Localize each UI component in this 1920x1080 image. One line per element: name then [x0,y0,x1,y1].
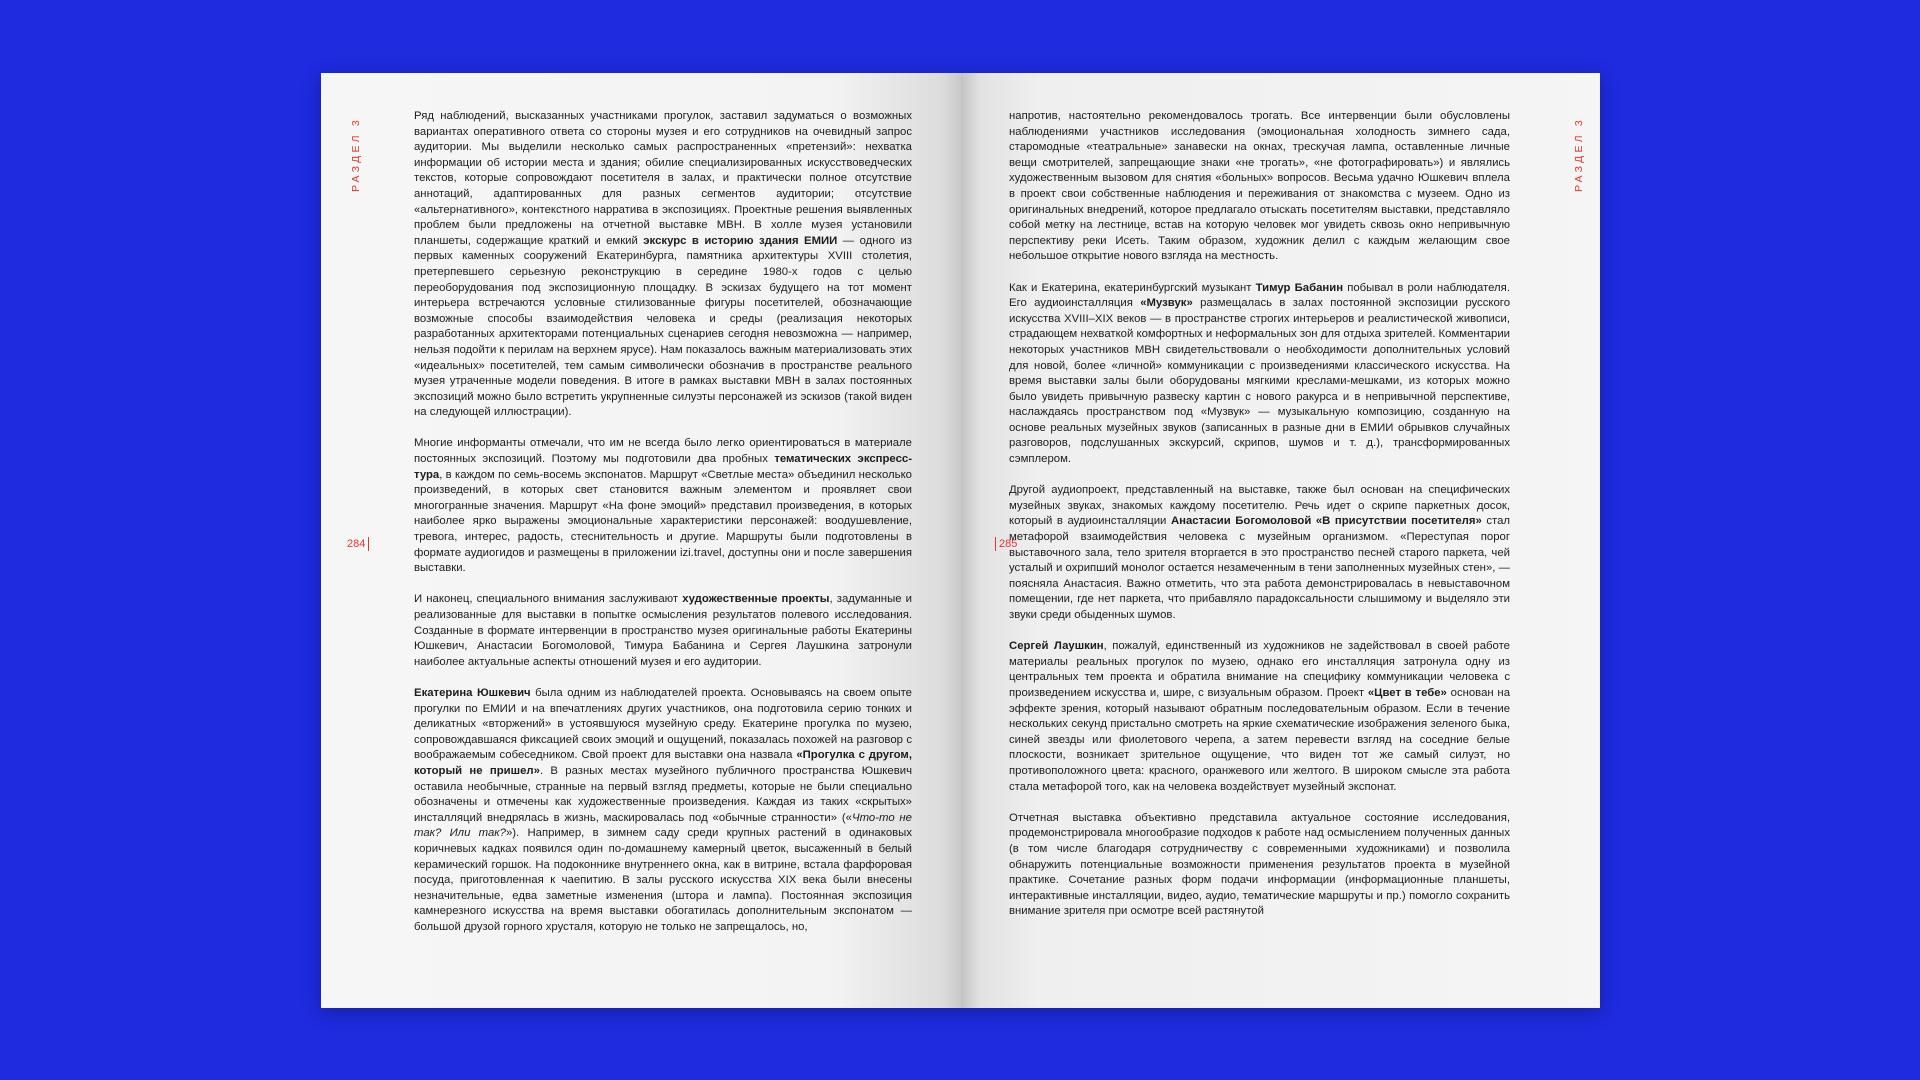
section-label: РАЗДЕЛ 3 [1573,117,1585,192]
body-text [1009,109,1510,935]
paragraph: Ряд наблюдений, высказанных участниками прогулок, заставил задуматься о возможных вариантах оперативного ответа со стороны музея и его сотрудников на очевидный запрос аудитории. Мы выделили несколько самых распространенных «претензий»: нехватка информации об истории места и здания; обилие специализированных искусствоведческих текстов, которые сопровождают посетителя в залах, и практически полное отсутствие аннотаций, адаптированных для разных сегментов аудитории; отсутствие «альтернативного», контекстного нарратива в экспозициях. Проектные решения выявленных проблем были предложены на отчетной выставке МВН. В холле музея установили планшеты, содержащие краткий и емкий экскурс в историю здания ЕМИИ — одного из первых каменных сооружений Екатеринбурга, памятника архитектуры XVIII столетия, претерпевшего серьезную реконструкцию в середине 1980-х годов с целью переоборудования под экспозиционную площадку. В эскизах будущего на тот момент интерьера встречаются условные стилизованные фигуры посетителей, обозначающие возможные способы взаимодействия человека и среды (реализация некоторых разработанных архитекторами потенциальных сценариев сегодня невозможна — например, нельзя подойти к перилам на верхнем ярусе). Нам показалось важным материализовать этих «идеальных» посетителей, тем самым символически обозначив в пространстве реального музея утраченные модели поведения. В итоге в рамках выставки МВН в залах постоянных экспозиций можно было встретить укрупненные силуэты персонажей из эскизов (такой виден на следующей иллюстрации). [414,110,912,419]
right-page [961,73,1600,1008]
paragraph: Отчетная выставка объективно представила актуальное состояние исследования, продемонстрировала многообразие подходов к работе над осмыслением полученных данных (в том числе благодаря сотрудничеству с современными художниками) и позволила обнаружить потенциальные возможности применения результатов проекта в музейной практике. Сочетание разных форм подачи информации (информационные планшеты, интерактивные инсталляции, видео, аудио, тематические маршруты и пр.) помогло сохранить внимание зрителя при осмотре всей растянутой [1009,811,1510,918]
paragraph: Другой аудиопроект, представленный на выставке, также был основан на специфических музейных звуках, знакомых каждому посетителю. Речь идет о скрипе паркетных досок, который в аудиоинсталляции Анастасии Богомоловой «В присутствии посетителя» стал метафорой взаимодействия человека с музейным организмом. «Переступая порог выставочного зала, тело зрителя вторгается в это пространство песней старого паркета, чей усталый и охрипший монолог остается незамеченным в тени заполненных музейных стен», — поясняла Анастасия. Важно отметить, что эта работа демонстрировалась в невыставочном помещении, где нет паркета, что прибавляло парадоксальности слышимому и выделяло эти звуки среди обыденных шумов. [1009,484,1510,621]
paragraph: Как и Екатерина, екатеринбургский музыкант Тимур Бабанин побывал в роли наблюдателя. Его аудиоинсталляция «Музвук» размещалась в залах постоянной экспозиции русского искусства XVIII–XIX веков — в пространстве строгих интерьеров и реалистической живописи, страдающем нехваткой комфортных и неформальных зон для отдыха зрителей. Комментарии некоторых участников МВН свидетельствовали о необходимости дополнительных условий для новой, более «личной» коммуникации с произведениями классического искусства. На время выставки залы были оборудованы мягкими креслами-мешками, из которых можно было увидеть привычную развеску картин с нового ракурса и в непривычной перспективе, наслаждаясь пространством под «Музвук» — музыкальную композицию, созданную на основе реальных музейных звуков (записанных в разные дни в ЕМИИ обрывков случайных разговоров, подслушанных экскурсий, скрипов, шумов и т. д.), трансформированных сэмплером. [1009,281,1510,466]
paragraph: Сергей Лаушкин, пожалуй, единственный из художников не задействовал в своей работе материалы реальных прогулок по музею, однако его инсталляция затронула одну из центральных тем проекта и обратила внимание на специфику коммуникации человека с произведением искусства и, шире, с визуальным образом. Проект «Цвет в тебе» основан на эффекте зрения, который называют обратным последовательным образом. Если в течение нескольких секунд пристально смотреть на яркие схематические изображения зеленого быка, синей звезды или фиолетового черепа, а затем перевести взгляд на соседние белые плоскости, возникает зрительное ощущение, что виден тот же самый силуэт, но противоположного цвета: красного, оранжевого или желтого. В широком смысле эта работа стала метафорой того, как на человека воздействует музейный экспонат. [1009,640,1511,793]
book-spread [321,73,1600,1008]
page-number: 285 [995,537,1017,551]
left-page [321,73,961,1008]
body-text [414,109,912,951]
paragraph: И наконец, специального внимания заслуживают художественные проекты, задуманные и реализованные для выставки в попытке осмысления результатов полевого исследования. Созданные в формате интервенции в пространство музея оригинальные работы Екатерины Юшкевич, Анастасии Богомоловой, Тимура Бабанина и Сергея Лаушкина затронули наиболее актуальные аспекты отношений музея и его аудитории. [414,593,912,668]
section-label: РАЗДЕЛ 3 [350,117,362,192]
paragraph: Многие информанты отмечали, что им не всегда было легко ориентироваться в материале постоянных экспозиций. Поэтому мы подготовили два пробных тематических экспресс-тура, в каждом по семь-восемь экспонатов. Маршрут «Светлые места» объединил несколько произведений, в которых свет становится важным элементом и проявляет свои многогранные значения. Маршрут «На фоне эмоций» представил произведения, в которых наиболее ярко выражены эмоциональные характеристики персонажей: воодушевление, тревога, интерес, радость, стеснительность и другие. Маршруты были подготовлены в формате аудиогидов и размещены в приложении izi.travel, доступны они и после завершения выставки. [414,437,912,575]
page-number: 284 [347,537,369,551]
paragraph: напротив, настоятельно рекомендовалось трогать. Все интервенции были обусловлены наблюдениями участников исследования (эмоциональная холодность зимнего сада, старомодные «театральные» занавески на окнах, трескучая лампа, оставленные личные вещи смотрителей, запрещающие знаки «не трогать», «не фотографировать») и являлись художественным вызовом для снятия «больных» вопросов. Весьма удачно Юшкевич вплела в проект свои собственные наблюдения и переживания от знакомства с музеем. Одно из оригинальных внедрений, которое предлагало отыскать посетителям выставки, представляло собой метку на лестнице, встав на которую человек мог увидеть сквозь окно непривычную перспективу реки Исеть. Таким образом, художник делил с каждым желающим свое небольшое открытие нового взгляда на местность. [1009,110,1510,263]
paragraph: Екатерина Юшкевич была одним из наблюдателей проекта. Основываясь на своем опыте прогулки по ЕМИИ и на впечатлениях других участников, она подготовила серию тонких и деликатных «вторжений» в устоявшуюся музейную среду. Екатерине прогулка по музею, сопровождавшаяся фиксацией своих эмоций и ощущений, показалась похожей на разговор с воображаемым собеседником. Свой проект для выставки она назвала «Прогулка с другом, который не пришел». В разных местах музейного публичного пространства Юшкевич оставила необычные, странные на первый взгляд предметы, которые не были специально обозначены и отмечены как художественные произведения. Каждая из таких «скрытых» инсталляций внедрялась в жизнь, маскировалась под «обычные странности» («Что-то не так? Или так?»). Например, в зимнем саду среди крупных растений в одинаковых коричневых кадках появился один по-домашнему камерный цветок, высаженный в белый керамический горшок. На подоконнике внутреннего окна, как в витрине, встала фарфоровая посуда, приготовленная к чаепитию. В залы русского искусства XIX века были внесены незначительные, едва заметные изменения (штора и лампа). Постоянная экспозиция камнерезного искусства на время выставки обогатилась дополнительным экспонатом — большой друзой горного хрусталя, которую не только не запрещалось, но, [414,686,912,933]
